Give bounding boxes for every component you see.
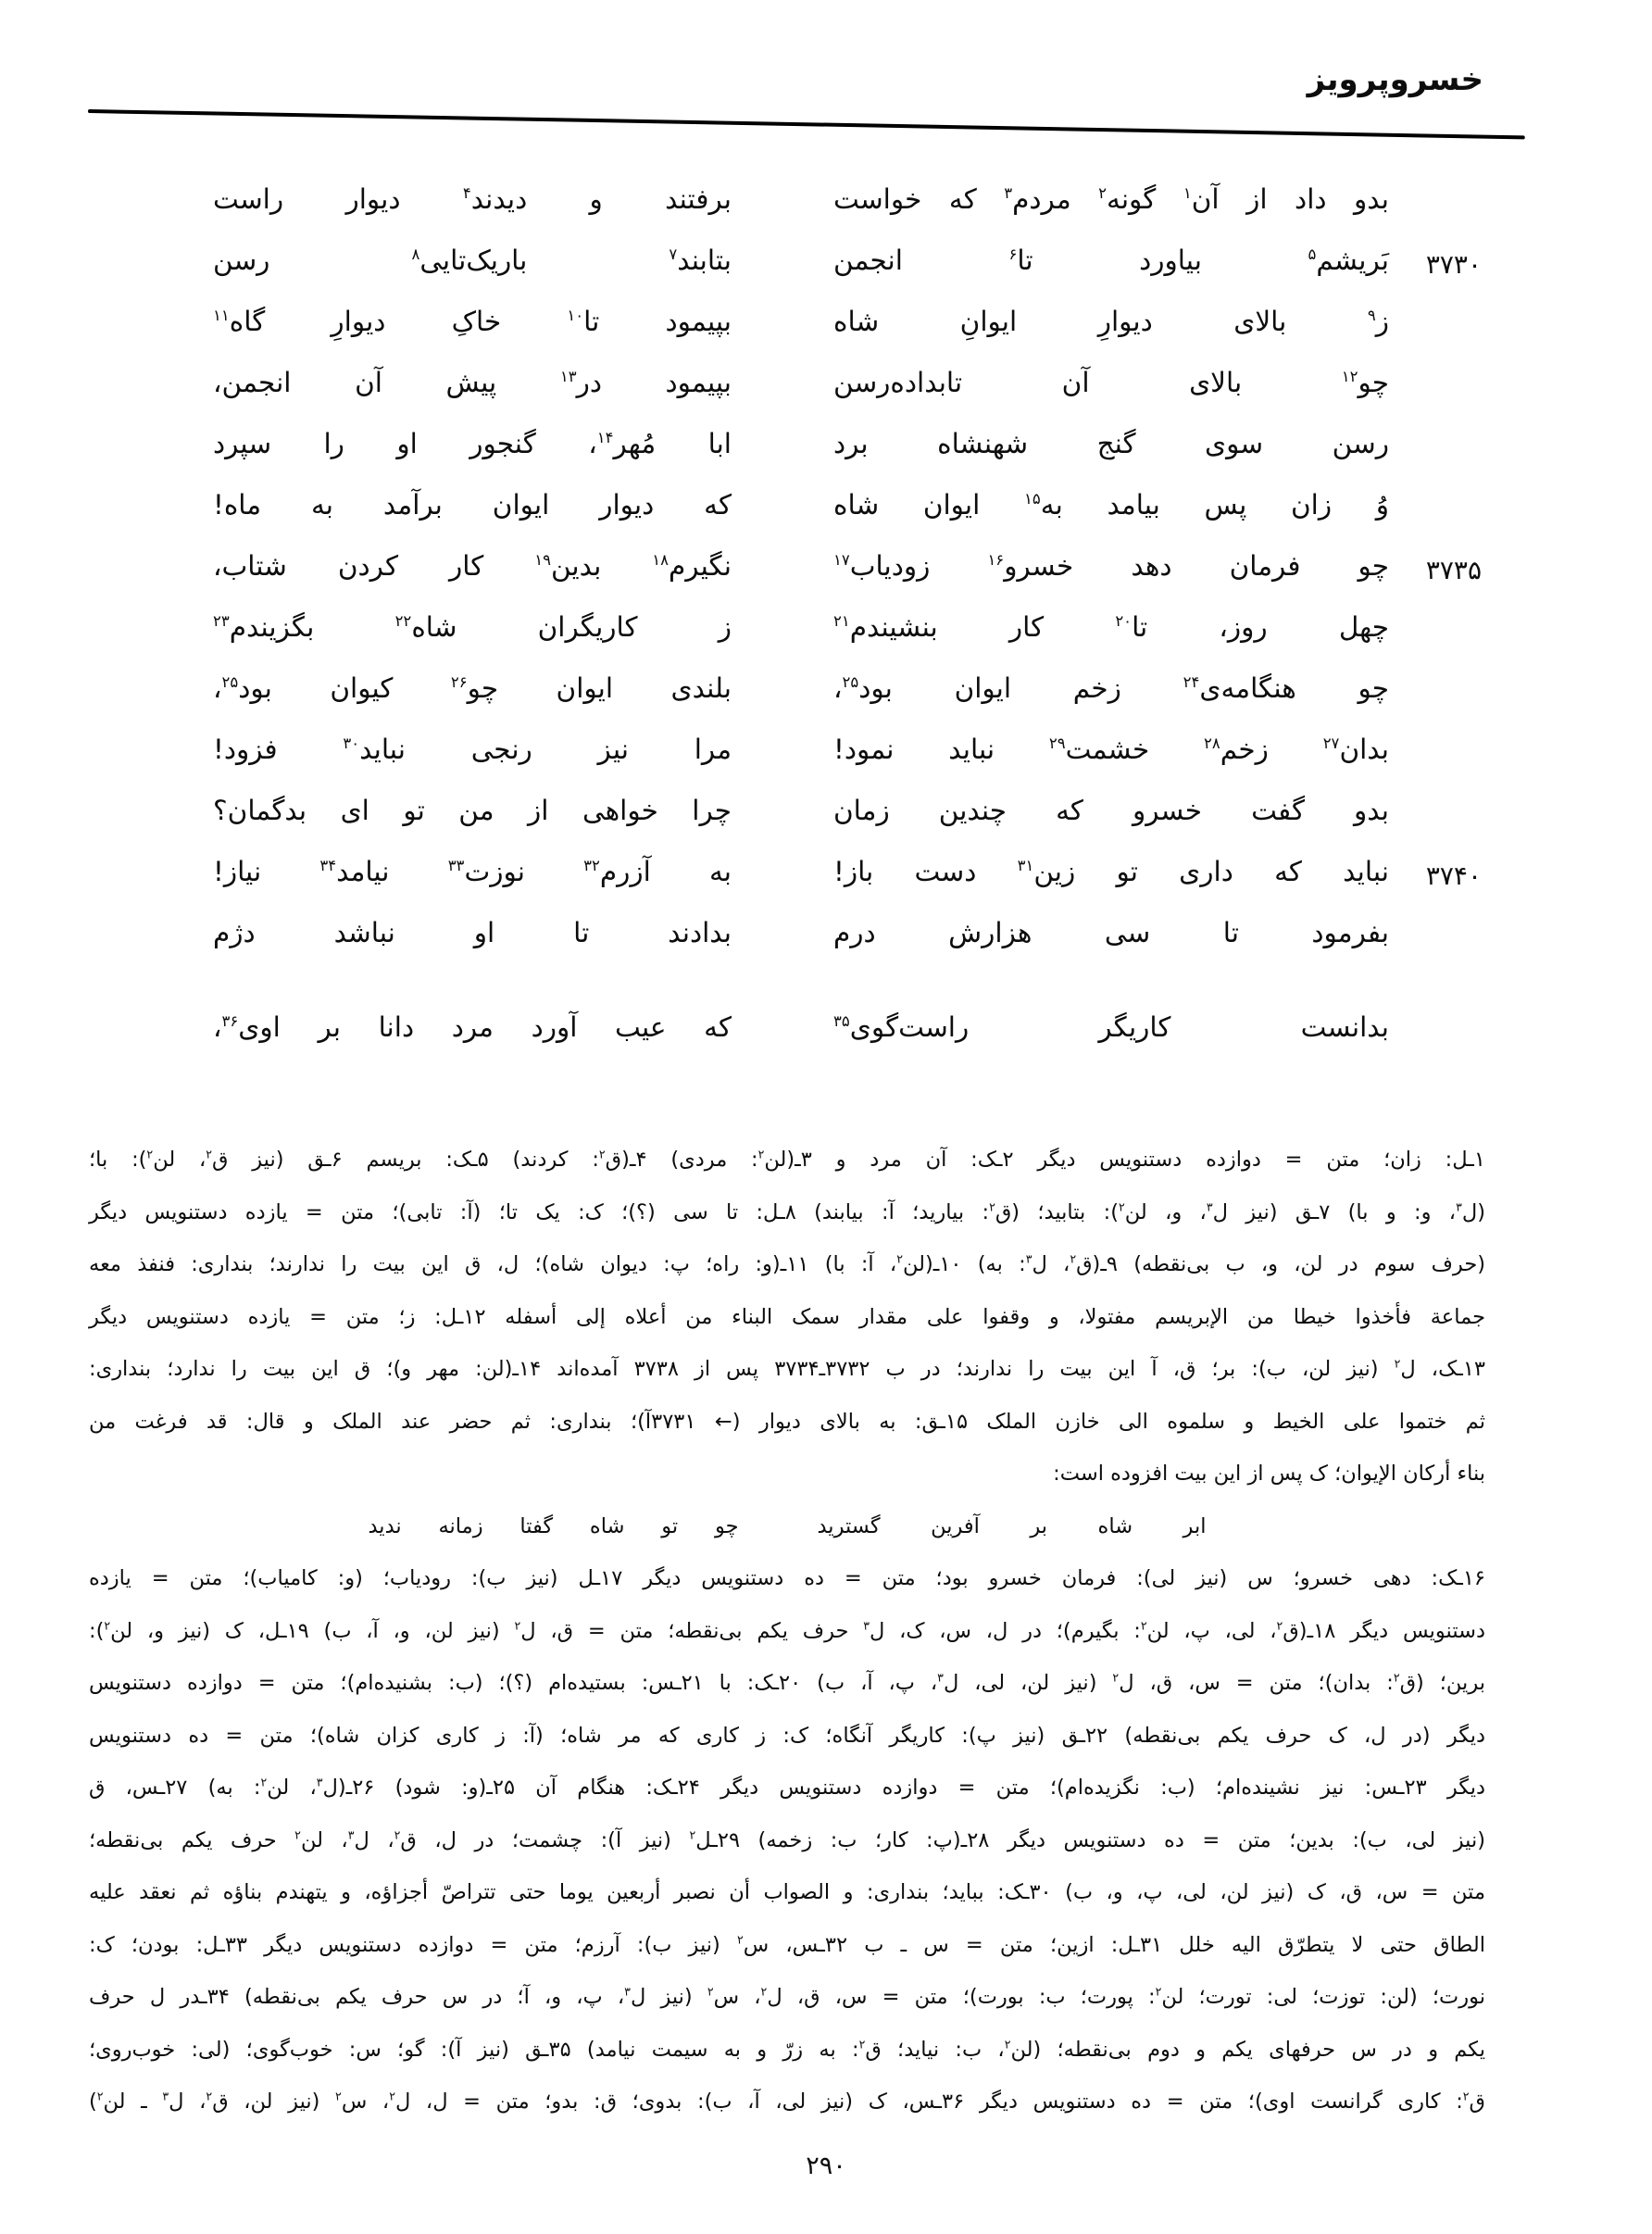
footnote-marker: ۲	[707, 1984, 714, 1999]
apparatus-line: متن = س، ق، ک (نیز لن، لی، پ، و، ب) ۳۰ـک: بباید؛ بنداری: و الصواب أن نصبر أربعین یوما حتی تتراصّ أجزاؤه، و یتهندم بناؤه ثم نعقد علیه	[89, 1880, 1485, 1904]
footnote-marker: ۳	[316, 1775, 323, 1789]
footnote-marker: ۲	[389, 2089, 395, 2103]
footnote-marker: ۲۵	[842, 673, 859, 692]
verse-number	[1389, 489, 1482, 494]
verse-row	[213, 183, 1482, 245]
hemistich-right: نباید که داری تو زین$^{۳۱}$ دست باز!	[833, 856, 1389, 887]
critical-apparatus	[89, 1134, 1485, 2128]
verse-row	[213, 245, 1482, 306]
hemistich-right: وُ زان پس بیامد به$^{۱۵}$ ایوان شاه	[833, 489, 1389, 521]
hemistich-left: بتابند$^۷$ باریک‌تایی$^۸$ رسن	[213, 245, 732, 276]
footnote-marker: ۲	[858, 2037, 866, 2051]
apparatus-line: ۱۳ـک، ل$^۲$ (نیز لن، ب): بر؛ ق، آ این بیت را ندارند؛ در ب ۳۷۳۲ـ۳۷۳۴ پس از ۳۷۳۸ آمده‌اند ۱۴ـ(لن: مهر و)؛ ق این بیت را ندارد؛ بنداری:	[89, 1356, 1485, 1381]
footnote-marker: ۲	[1004, 2037, 1011, 2051]
verse-number	[1389, 795, 1482, 799]
footnote-marker: ۲	[1276, 1618, 1283, 1632]
apparatus-line: دیگر ۲۳ـس: نیز نشینده‌ام؛ (ب: نگزیده‌ام)؛ متن = دوازده دستنویس دیگر ۲۴ـک: هنگام آن ۲۵ـ(و: شود) ۲۶ـ(ل$^۳$، لن$^۲$: به) ۲۷ـس، ق	[89, 1775, 1485, 1800]
footnote-marker: ۲	[1155, 1984, 1162, 1999]
apparatus-line: ۱ـل: زان؛ متن = دوازده دستنویس دیگر ۲ـک: آن مرد و ۳ـ(لن$^۲$: مردی) ۴ـ(ق$^۲$: کردند) ۵ـک: بریسم ۶ـق (نیز ق$^۲$، لن$^۲$): با؛	[89, 1147, 1485, 1172]
verse-row	[213, 367, 1482, 428]
hemistich-left: بپیمود در$^{۱۳}$ پیش آن انجمن،	[213, 367, 732, 398]
apparatus-line: برین؛ (ق$^۲$: بدان)؛ متن = س، ق، ل$^۲$ (نیز لن، لی، ل$^۳$، پ، آ، ب) ۲۰ـک: با ۲۱ـس: بستیده‌ام (؟)؛ (ب: بشنیده‌ام)؛ متن = دوازده دستنویس	[89, 1670, 1485, 1695]
footnote-marker: ۳۵	[833, 1012, 850, 1031]
footnote-marker: ۳۲	[583, 857, 600, 875]
footnote-marker: ۳	[624, 1984, 631, 1999]
footnote-marker: ۶	[1008, 245, 1018, 264]
footnote-marker: ۲۹	[1048, 734, 1066, 753]
footnote-marker: ۱۵	[1024, 490, 1041, 508]
footnote-marker: ۵	[1308, 245, 1317, 264]
footnote-marker: ۳	[1206, 1199, 1213, 1213]
footnote-marker: ۲۳	[213, 612, 230, 631]
verse-number: ۳۷۳۵	[1425, 555, 1482, 585]
apparatus-inserted-verse	[89, 1500, 1485, 1553]
footnote-marker: ۱	[1183, 184, 1192, 203]
footnote-marker: ۲۱	[833, 612, 850, 631]
apparatus-line: (حرف سوم در لن، و، ب بی‌نقطه) ۹ـ(ق$^۲$، ل$^۳$: به) ۱۰ـ(لن$^۲$، آ: با) ۱۱ـ(و: راه؛ پ: دیوان شاه)؛ ل، ق این بیت را ندارند؛ بنداری: فنفذ معه	[89, 1251, 1486, 1276]
hemistich-right: بَریشم$^۵$ بیاورد تا$^۶$ انجمن	[833, 245, 1389, 276]
footnote-marker: ۲	[96, 2089, 104, 2103]
footnote-marker: ۳	[1004, 184, 1013, 203]
hemistich-right: بدان$^{۲۷}$ زخم$^{۲۸}$ خشمت$^{۲۹}$ نباید نمود!	[833, 734, 1389, 765]
hemistich-left: مرا نیز رنجی نباید$^{۳۰}$ فزود!	[213, 734, 732, 765]
footnote-marker: ۱۰	[567, 307, 584, 325]
verse-row	[213, 917, 1482, 978]
hemistich-right: چو هنگامه‌ی$^{۲۴}$ زخم ایوان بود$^{۲۵}$،	[833, 672, 1389, 704]
verse-row	[213, 795, 1482, 856]
apparatus-line: (نیز لی، ب): بدین؛ متن = ده دستنویس دیگر ۲۸ـ(پ: کار؛ ب: زخمه) ۲۹ـل$^۲$ (نیز آ): چشمت؛ در ل، ق$^۲$، ل$^۳$، لن$^۲$ حرف یکم بی‌نقطه؛	[89, 1827, 1485, 1852]
verse-number	[1389, 306, 1482, 310]
footnote-marker: ۲	[896, 1251, 903, 1266]
footnote-marker: ۲	[514, 1618, 521, 1632]
verse-number: ۳۷۴۰	[1425, 860, 1482, 891]
footnote-marker: ۲	[294, 1827, 301, 1841]
footnote-marker: ۱۸	[652, 551, 670, 570]
verse-number	[1389, 917, 1482, 922]
footnote-marker: ۳	[863, 1618, 870, 1632]
footnote-marker: ۱۹	[534, 551, 551, 570]
apparatus-line: الطاق حتی لا یتطرّق الیه خلل ۳۱ـل: ازین؛ متن = س ـ ب ۳۲ـس، س$^۲$ (نیز ب): آرزم؛ متن = دوازده دستنویس دیگر ۳۳ـل: بودن؛ ک:	[89, 1932, 1485, 1957]
hemistich-left: بدادند تا او نباشد دژم	[213, 917, 732, 948]
footnote-marker: ۲	[989, 1199, 995, 1213]
verse-row	[213, 672, 1482, 734]
verse-row	[213, 428, 1482, 489]
footnote-marker: ۳	[347, 1827, 355, 1841]
hemistich-left: که دیوار ایوان برآمد به ماه!	[213, 489, 732, 521]
footnote-marker: ۲۵	[221, 673, 239, 692]
verse-number	[1389, 428, 1482, 433]
verse-number	[1389, 183, 1482, 188]
footnote-marker: ۲	[757, 1147, 765, 1161]
verse-number	[1389, 672, 1482, 677]
footnote-marker: ۳	[937, 1670, 944, 1685]
apparatus-line: بناء أرکان الإیوان؛ ک پس از این بیت افزوده است:	[1053, 1462, 1485, 1486]
verse-row	[213, 550, 1482, 611]
footnote-marker: ۱۱	[213, 307, 230, 325]
footnote-marker: ۳۴	[319, 857, 337, 875]
footnote-marker: ۱۲	[1341, 368, 1358, 386]
footnote-marker: ۱۶	[987, 551, 1005, 570]
footnote-marker: ۱۷	[833, 551, 850, 570]
footnote-marker: ۲۴	[1183, 673, 1200, 692]
footnote-marker: ۲۶	[450, 673, 468, 692]
hemistich-left: بپیمود تا$^{۱۰}$ خاکِ دیوارِ گاه$^{۱۱}$	[213, 306, 732, 337]
hemistich-left: برفتند و دیدند$^۴$ دیوار راست	[213, 183, 732, 215]
footnote-marker: ۳۱	[1017, 857, 1034, 875]
hemistich-left: ز کاریگران شاه$^{۲۲}$ بگزیندم$^{۲۳}$	[213, 611, 732, 643]
footnote-marker: ۳	[162, 2089, 169, 2103]
footnote-marker: ۳۳	[447, 857, 465, 875]
footnote-marker: ۲	[1070, 1251, 1077, 1266]
apparatus-line: دیگر (در ل، ک حرف یکم بی‌نقطه) ۲۲ـق (نیز پ): کاریگر آنگاه؛ ک: ز کاری که مر شاه؛ (آ: ز کاری کزان شاه)؛ متن = ده دستنویس	[89, 1723, 1485, 1748]
hemistich-left: به آزرم$^{۳۲}$ نوزت$^{۳۳}$ نیامد$^{۳۴}$ نیاز!	[213, 856, 732, 887]
footnote-marker: ۲	[146, 1147, 154, 1161]
apparatus-line: ۱۶ـک: دهی خسرو؛ س (نیز لی): فرمان خسرو بود؛ متن = ده دستنویس دیگر ۱۷ـل (نیز ب): رودیاب؛ (و: کامیاب)؛ متن = یازده	[89, 1566, 1485, 1590]
footnote-marker: ۲	[760, 1984, 768, 1999]
footnote-marker: ۳	[1025, 1251, 1032, 1266]
footnote-marker: ۲۲	[394, 612, 412, 631]
hemistich-right: چهل روز، تا$^{۲۰}$ کار بنشیندم$^{۲۱}$	[833, 611, 1389, 643]
footnote-marker: ۷	[669, 245, 678, 264]
apparatus-line: یکم و در س حرفهای یکم و دوم بی‌نقطه؛ (لن$^۲$، ب: نیاید؛ ق$^۲$: به زرّ و به سیمت نیامد) ۳۵ـق (نیز آ): گو؛ س: خوب‌گوی؛ (لی: خوب‌روی؛	[89, 2037, 1485, 2062]
verse-row	[213, 1011, 1482, 1073]
footnote-marker: ۲	[1098, 184, 1108, 203]
footnote-marker: ۲	[206, 1147, 212, 1161]
verse-row	[213, 306, 1482, 367]
footnote-marker: ۳۰	[343, 734, 360, 753]
verse-row	[213, 489, 1482, 550]
apparatus-verse-right: ابر شاه بر آفرین گسترید	[817, 1513, 1207, 1538]
verse-number	[1389, 611, 1482, 616]
apparatus-line: جماعة فأخذوا خیطا من الإبریسم مفتولا، و وقفوا علی مقدار سمک البناء من أعلاه إلی أسفله ۱۲ـل: ز؛ متن = یازده دستنویس دیگر	[89, 1304, 1485, 1329]
footnote-marker: ۲	[260, 1775, 268, 1789]
footnote-marker: ۴	[462, 184, 471, 203]
hemistich-right: ز$^۹$ بالای دیوارِ ایوانِ شاه	[833, 306, 1389, 337]
footnote-marker: ۲۷	[1322, 734, 1340, 753]
verse-row	[213, 734, 1482, 795]
footnote-marker: ۲	[335, 2089, 342, 2103]
hemistich-left: بلندی ایوان چو$^{۲۶}$ کیوان بود$^{۲۵}$،	[213, 672, 732, 704]
apparatus-line: نورت؛ (لن: توزت؛ لی: تورت؛ لن$^۲$: پورت؛ ب: بورت)؛ متن = س، ق، ل$^۲$، س$^۲$ (نیز ل$^۳$، پ، و، آ؛ در س حرف یکم بی‌نقطه) ۳۴ـدر ل حرف	[89, 1984, 1485, 2009]
footnote-marker: ۲۸	[1204, 734, 1220, 753]
apparatus-line: ثم ختموا علی الخیط و سلموه الی خازن الملک ۱۵ـق: به بالای دیوار (← ۳۷۳۱آ)؛ بنداری: ثم حضر عند الملک و قال: قد فرغت من	[89, 1409, 1485, 1434]
poem-block	[213, 183, 1482, 1073]
footnote-marker: ۳۶	[221, 1012, 239, 1031]
hemistich-right: چو فرمان دهد خسرو$^{۱۶}$ زودیاب$^{۱۷}$	[833, 550, 1389, 582]
page-number: ۲۹۰	[806, 2152, 846, 2180]
hemistich-right: چو$^{۱۲}$ بالای آن تابداده‌رسن	[833, 367, 1389, 398]
footnote-marker: ۲	[1393, 1670, 1400, 1685]
verse-row	[213, 856, 1482, 917]
hemistich-right: بدانست کاریگر راست‌گوی$^{۳۵}$	[833, 1011, 1389, 1043]
verse-number	[1389, 734, 1482, 738]
hemistich-left: نگیرم$^{۱۸}$ بدین$^{۱۹}$ کار کردن شتاب،	[213, 550, 732, 582]
footnote-marker: ۲	[736, 1932, 744, 1946]
footnote-marker: ۲	[1112, 1670, 1120, 1685]
apparatus-line: دستنویس دیگر ۱۸ـ(ق$^۲$، لی، پ، لن$^۲$: بگیرم)؛ در ل، س، ک، ل$^۳$ حرف یکم بی‌نقطه؛ متن = ق، ل$^۲$ (نیز لن، و، آ، ب) ۱۹ـل، ک (نیز و، لن$^۲$):	[89, 1618, 1485, 1643]
verse-row	[213, 611, 1482, 672]
footnote-marker: ۲	[689, 1827, 696, 1841]
footnote-marker: ۲	[1462, 2089, 1470, 2103]
footnote-marker: ۲	[1140, 1618, 1147, 1632]
hemistich-left: چرا خواهی از من تو ای بدگمان؟	[213, 795, 732, 826]
footnote-marker: ۲	[598, 1147, 606, 1161]
apparatus-verse-left: چو تو شاه گفتا زمانه ندید	[368, 1513, 739, 1538]
footnote-marker: ۲	[394, 1827, 401, 1841]
footnote-marker: ۲	[104, 1618, 111, 1632]
hemistich-left: که عیب آورد مرد دانا بر اوی$^{۳۶}$،	[213, 1011, 732, 1043]
verse-number	[1389, 367, 1482, 371]
footnote-marker: ۱۳	[559, 368, 577, 386]
hemistich-right: رسن سوی گنج شهنشاه برد	[833, 428, 1389, 459]
footnote-marker: ۲	[206, 2089, 213, 2103]
footnote-marker: ۹	[1367, 307, 1376, 325]
footnote-marker: ۸	[411, 245, 420, 264]
verse-number	[1389, 1011, 1482, 1016]
hemistich-right: بدو داد از آن$^۱$ گونه$^۲$ مردم$^۳$ که خواست	[833, 183, 1389, 215]
verse-number: ۳۷۳۰	[1425, 249, 1482, 280]
hemistich-right: بفرمود تا سی هزارش درم	[833, 917, 1389, 948]
footnote-marker: ۲	[1119, 1199, 1125, 1213]
apparatus-line: ق$^۲$: کاری گرانست اوی)؛ متن = ده دستنویس دیگر ۳۶ـس، ک (نیز لی، آ، ب): بدوی؛ ق: بدو؛ متن = ل، ل$^۲$، س$^۲$ (نیز لن، ق$^۲$، ل$^۳$ ـ لن$^۲$)	[89, 2089, 1486, 2114]
footnote-marker: ۲	[1394, 1356, 1401, 1371]
apparatus-line: (ل$^۳$، و: و با) ۷ـق (نیز ل$^۳$، و، لن$^۲$): بتابید؛ (ق$^۲$: بیارید؛ آ: بیابند) ۸ـل: تا سی (؟)؛ ک: یک تا؛ (آ: تابی)؛ متن = یازده دستنویس دیگر	[89, 1199, 1485, 1224]
footnote-marker: ۱۴	[596, 429, 614, 447]
running-head-title: خسروپرویز	[1307, 61, 1483, 98]
footnote-marker: ۲۰	[1115, 612, 1133, 631]
header-rule	[88, 109, 1525, 139]
hemistich-left: ابا مُهر$^{۱۴}$، گنجور او را سپرد	[213, 428, 732, 459]
hemistich-right: بدو گفت خسرو که چندین زمان	[833, 795, 1389, 826]
footnote-marker: ۳	[1456, 1199, 1462, 1213]
